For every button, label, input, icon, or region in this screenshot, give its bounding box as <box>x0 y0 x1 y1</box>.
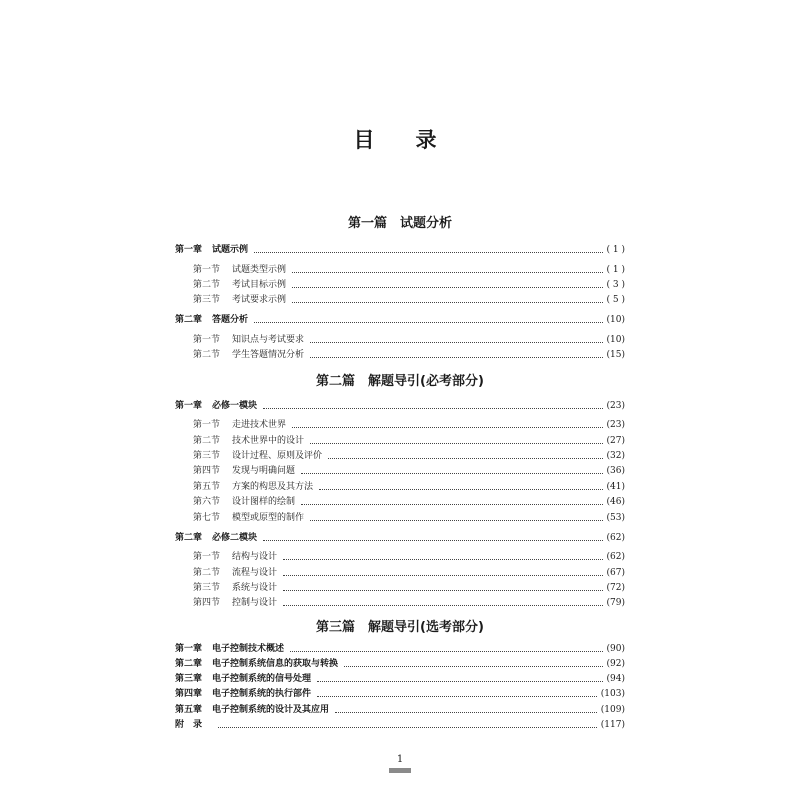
page-reference: (10) <box>606 335 625 345</box>
chapter-title: 答题分析 <box>212 315 249 325</box>
page-reference: (92) <box>606 659 625 669</box>
page-reference: (27) <box>606 436 625 446</box>
section-title: 控制与设计 <box>232 598 278 608</box>
page-reference: (103) <box>600 689 625 699</box>
chapter-title: 电子控制系统的信号处理 <box>212 674 312 684</box>
footer-decoration <box>389 768 411 773</box>
page-reference: (62) <box>606 533 625 543</box>
page-reference: (41) <box>606 482 625 492</box>
dot-leader <box>254 321 602 323</box>
toc-chapter-row <box>175 641 625 655</box>
section-title: 技术世界中的设计 <box>232 436 305 446</box>
dot-leader <box>335 711 597 713</box>
toc-section-row <box>193 580 625 594</box>
page-reference: (32) <box>606 451 625 461</box>
dot-leader <box>283 604 602 606</box>
chapter-number: 第三章 <box>175 674 203 684</box>
dot-leader <box>283 589 602 591</box>
page-reference: (79) <box>606 598 625 608</box>
section-title: 结构与设计 <box>232 552 278 562</box>
dot-leader <box>319 488 602 490</box>
section-number: 第二节 <box>193 350 221 360</box>
toc-section-row <box>193 448 625 462</box>
section-title: 知识点与考试要求 <box>232 335 305 345</box>
dot-leader <box>344 665 602 667</box>
chapter-title: 必修一模块 <box>212 401 258 411</box>
chapter-title: 电子控制系统的执行部件 <box>212 689 312 699</box>
section-number: 第二节 <box>193 568 221 578</box>
section-number: 第七节 <box>193 513 221 523</box>
page-reference: (90) <box>606 644 625 654</box>
chapter-title: 必修二模块 <box>212 533 258 543</box>
section-number: 第二节 <box>193 436 221 446</box>
chapter-number: 第二章 <box>175 315 203 325</box>
dot-leader <box>317 680 602 682</box>
toc-section-row <box>193 595 625 609</box>
dot-leader <box>310 356 602 358</box>
page-reference: (117) <box>600 720 625 730</box>
toc-section-row <box>193 549 625 563</box>
toc-section-row <box>193 479 625 493</box>
section-title: 设计图样的绘制 <box>232 497 296 507</box>
chapter-number: 第一章 <box>175 644 203 654</box>
dot-leader <box>292 271 602 273</box>
dot-leader <box>310 519 602 521</box>
toc-section-row <box>193 433 625 447</box>
dot-leader <box>283 574 602 576</box>
toc-chapter-row <box>175 671 625 685</box>
chapter-number: 第四章 <box>175 689 203 699</box>
page-reference: (72) <box>606 583 625 593</box>
page-reference: (46) <box>606 497 625 507</box>
section-number: 第三节 <box>193 295 221 305</box>
section-title: 方案的构思及其方法 <box>232 482 314 492</box>
toc-chapter-row <box>175 530 625 544</box>
page-reference: (15) <box>606 350 625 360</box>
section-number: 第四节 <box>193 466 221 476</box>
chapter-title: 试题示例 <box>212 245 249 255</box>
toc-section-row <box>193 494 625 508</box>
section-number: 第四节 <box>193 598 221 608</box>
page-reference: ( 3 ) <box>606 280 625 290</box>
section-number: 第一节 <box>193 552 221 562</box>
chapter-title: 电子控制系统信息的获取与转换 <box>212 659 339 669</box>
dot-leader <box>301 472 602 474</box>
page-reference: (36) <box>606 466 625 476</box>
chapter-number: 第二章 <box>175 659 203 669</box>
chapter-title: 电子控制系统的设计及其应用 <box>212 705 330 715</box>
page-reference: (109) <box>600 705 625 715</box>
section-number: 第五节 <box>193 482 221 492</box>
toc-chapter-row <box>175 686 625 700</box>
section-number: 第二节 <box>193 280 221 290</box>
dot-leader <box>290 650 602 652</box>
chapter-number: 第一章 <box>175 245 203 255</box>
dot-leader <box>263 539 602 541</box>
toc-section-row <box>193 262 625 276</box>
dot-leader <box>301 503 602 505</box>
dot-leader <box>310 341 602 343</box>
section-title: 设计过程、原则及评价 <box>232 451 323 461</box>
section-number: 第三节 <box>193 451 221 461</box>
dot-leader <box>317 695 597 697</box>
section-title: 学生答题情况分析 <box>232 350 305 360</box>
section-number: 第一节 <box>193 265 221 275</box>
chapter-number: 第一章 <box>175 401 203 411</box>
page-title: 目 录 <box>353 128 447 152</box>
section-number: 第一节 <box>193 420 221 430</box>
dot-leader <box>263 407 602 409</box>
toc-chapter-row <box>175 242 625 256</box>
chapter-number: 第五章 <box>175 705 203 715</box>
toc-section-row <box>193 332 625 346</box>
toc-section-row <box>193 565 625 579</box>
toc-section-row <box>193 292 625 306</box>
section-title: 走进技术世界 <box>232 420 287 430</box>
page-reference: (23) <box>606 420 625 430</box>
page-number: 1 <box>396 754 404 765</box>
page-reference: (67) <box>606 568 625 578</box>
toc-chapter-row <box>175 398 625 412</box>
toc-section-row <box>193 510 625 524</box>
page-reference: (10) <box>606 315 625 325</box>
part-heading: 第二篇 解题导引(必考部分) <box>316 374 484 389</box>
dot-leader <box>254 251 602 253</box>
toc-section-row <box>193 463 625 477</box>
toc-section-row <box>193 277 625 291</box>
section-title: 模型或原型的制作 <box>232 513 305 523</box>
page-reference: (53) <box>606 513 625 523</box>
section-title: 试题类型示例 <box>232 265 287 275</box>
page-reference: (62) <box>606 552 625 562</box>
part-heading: 第一篇 试题分析 <box>347 216 452 231</box>
part-heading: 第三篇 解题导引(选考部分) <box>316 620 484 635</box>
section-title: 流程与设计 <box>232 568 278 578</box>
dot-leader <box>328 457 602 459</box>
page-reference: (23) <box>606 401 625 411</box>
section-title: 考试要求示例 <box>232 295 287 305</box>
dot-leader <box>292 301 602 303</box>
dot-leader <box>283 558 602 560</box>
section-title: 发现与明确问题 <box>232 466 296 476</box>
dot-leader <box>310 442 602 444</box>
toc-section-row <box>193 347 625 361</box>
section-title: 考试目标示例 <box>232 280 287 290</box>
chapter-number: 第二章 <box>175 533 203 543</box>
dot-leader <box>218 726 597 728</box>
section-title: 系统与设计 <box>232 583 278 593</box>
page-reference: ( 1 ) <box>606 245 625 255</box>
page-reference: ( 1 ) <box>606 265 625 275</box>
dot-leader <box>292 286 602 288</box>
section-number: 第一节 <box>193 335 221 345</box>
chapter-number: 附 录 <box>175 720 203 730</box>
chapter-title: 电子控制技术概述 <box>212 644 285 654</box>
page-reference: ( 5 ) <box>606 295 625 305</box>
section-number: 第三节 <box>193 583 221 593</box>
toc-chapter-row <box>175 702 625 716</box>
toc-section-row <box>193 417 625 431</box>
toc-chapter-row <box>175 656 625 670</box>
toc-chapter-row <box>175 717 625 731</box>
section-number: 第六节 <box>193 497 221 507</box>
dot-leader <box>292 426 602 428</box>
toc-chapter-row <box>175 312 625 326</box>
page-reference: (94) <box>606 674 625 684</box>
